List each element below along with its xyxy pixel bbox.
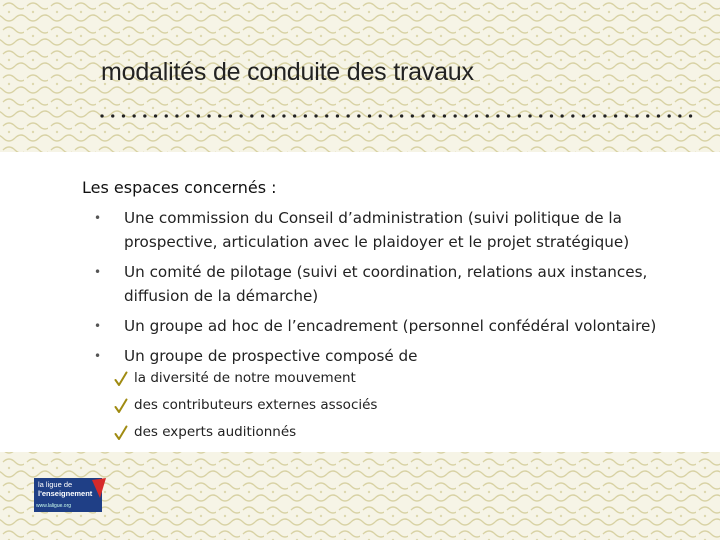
check-item-text: des experts auditionnés bbox=[134, 424, 297, 440]
check-item-text: la diversité de notre mouvement bbox=[134, 370, 356, 386]
bullet-icon: • bbox=[94, 349, 102, 363]
list-item-text: Un groupe ad hoc de l’encadrement (personnel confédéral volontaire) bbox=[124, 317, 657, 335]
bullet-icon: • bbox=[94, 319, 102, 333]
logo-text bbox=[38, 481, 92, 498]
logo-line2: l'enseignement bbox=[38, 488, 93, 498]
check-icon bbox=[114, 371, 128, 387]
check-item bbox=[114, 367, 377, 394]
check-icon bbox=[114, 398, 128, 414]
logo-flag-icon bbox=[92, 478, 108, 500]
list-item bbox=[90, 344, 700, 368]
check-item bbox=[114, 421, 377, 448]
dotted-divider bbox=[100, 112, 696, 120]
bullet-icon: • bbox=[94, 211, 102, 225]
bullet-icon: • bbox=[94, 265, 102, 279]
list-item bbox=[90, 206, 700, 254]
list-item bbox=[90, 260, 700, 308]
list-item-text: Une commission du Conseil d’administration (suivi politique de la prospective, articulation avec le plaidoyer et le projet stratégique) bbox=[124, 209, 630, 251]
check-item bbox=[114, 394, 377, 421]
list-item-text: Un groupe de prospective composé de bbox=[124, 347, 418, 365]
check-list bbox=[114, 367, 377, 448]
slide-header bbox=[0, 0, 720, 152]
section-subtitle: Les espaces concernés : bbox=[82, 178, 277, 197]
ligue-logo bbox=[34, 478, 108, 514]
bullet-list bbox=[90, 206, 700, 374]
slide-title: modalités de conduite des travaux bbox=[101, 58, 474, 86]
list-item-text: Un comité de pilotage (suivi et coordination, relations aux instances, diffusion de la démarche) bbox=[124, 263, 648, 305]
check-item-text: des contributeurs externes associés bbox=[134, 397, 378, 413]
list-item bbox=[90, 314, 700, 338]
logo-url: www.laligue.org bbox=[36, 503, 72, 509]
logo-line1: la ligue de bbox=[38, 480, 73, 489]
check-icon bbox=[114, 425, 128, 441]
